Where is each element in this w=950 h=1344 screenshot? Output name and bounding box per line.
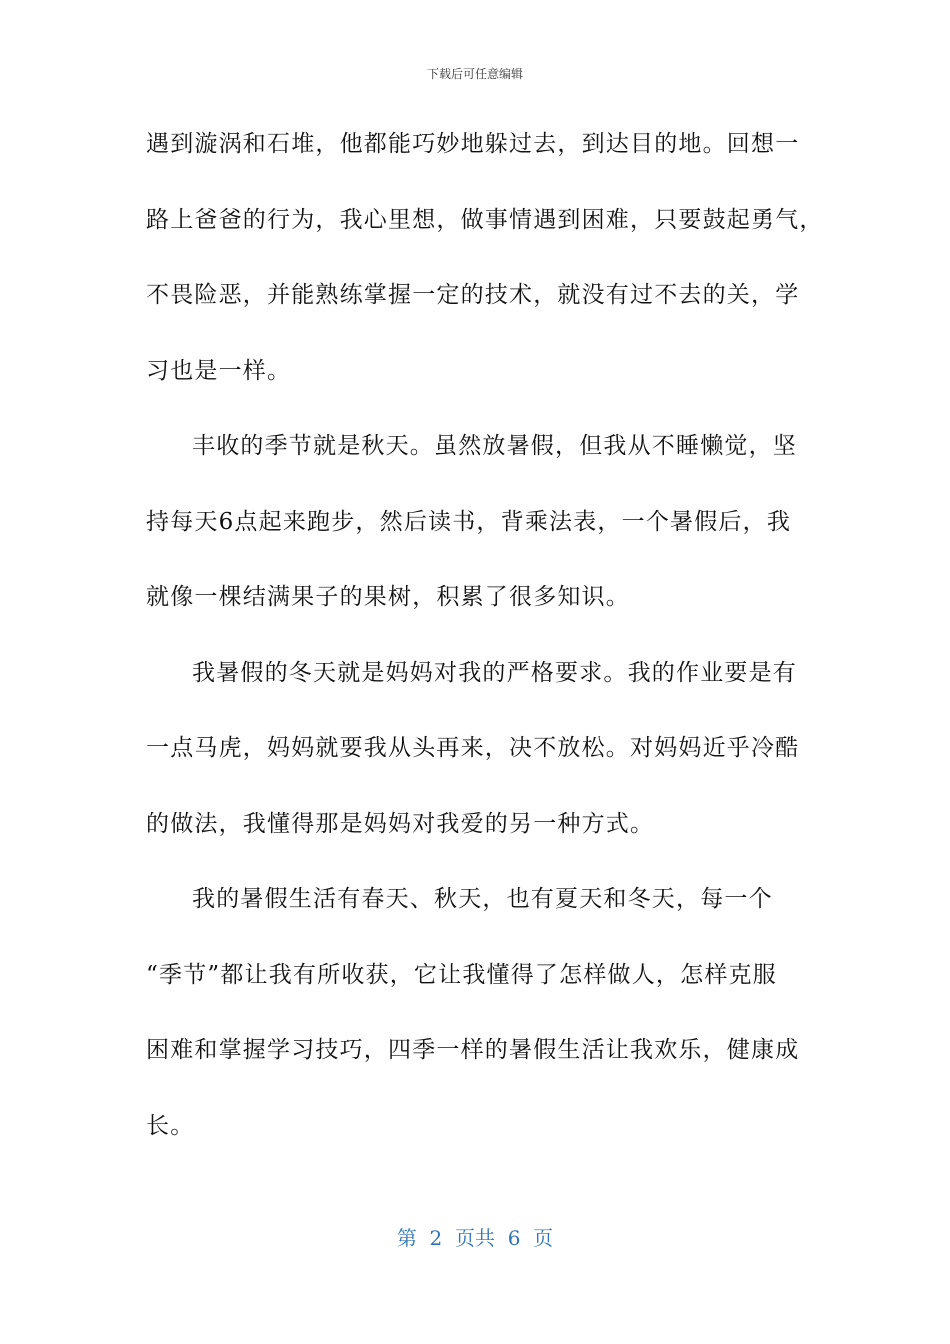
- paragraph-start-line: 丰收的季节就是秋天。虽然放暑假，但我从不睡懒觉，坚: [192, 433, 797, 459]
- paragraph-start-line: 我暑假的冬天就是妈妈对我的严格要求。我的作业要是有: [192, 659, 797, 686]
- paragraph-start-line: 我的暑假生活有春天、秋天，也有夏天和冬天，每一个: [192, 886, 773, 912]
- page-header: 下载后可任意编辑: [426, 67, 523, 81]
- text-line: 持每天6点起来跑步，然后读书，背乘法表，一个暑假后，我: [146, 508, 792, 535]
- text-line: 困难和掌握学习技巧，四季一样的暑假生活让我欢乐，健康成: [146, 1037, 800, 1063]
- text-line: 就像一棵结满果子的果树，积累了很多知识。: [146, 584, 630, 610]
- text-line: 长。: [146, 1112, 195, 1139]
- text-line: 的做法，我懂得那是妈妈对我爱的另一种方式。: [146, 810, 655, 837]
- text-line: 不畏险恶，并能熟练掌握一定的技术，就没有过不去的关，学: [146, 282, 800, 308]
- text-line: 遇到漩涡和石堆，他都能巧妙地躲过去，到达目的地。回想一: [146, 131, 800, 157]
- document-body: [146, 122, 824, 1179]
- text-line: “季节”都让我有所收获，它让我懂得了怎样做人，怎样克服: [146, 961, 777, 988]
- page-number-footer: 第 2 页共 6 页: [396, 1226, 554, 1250]
- text-line: 一点马虎，妈妈就要我从头再来，决不放松。对妈妈近乎冷酷: [146, 735, 800, 761]
- text-line: 路上爸爸的行为，我心里想，做事情遇到困难，只要鼓起勇气，: [146, 206, 824, 233]
- text-line: 习也是一样。: [146, 357, 292, 384]
